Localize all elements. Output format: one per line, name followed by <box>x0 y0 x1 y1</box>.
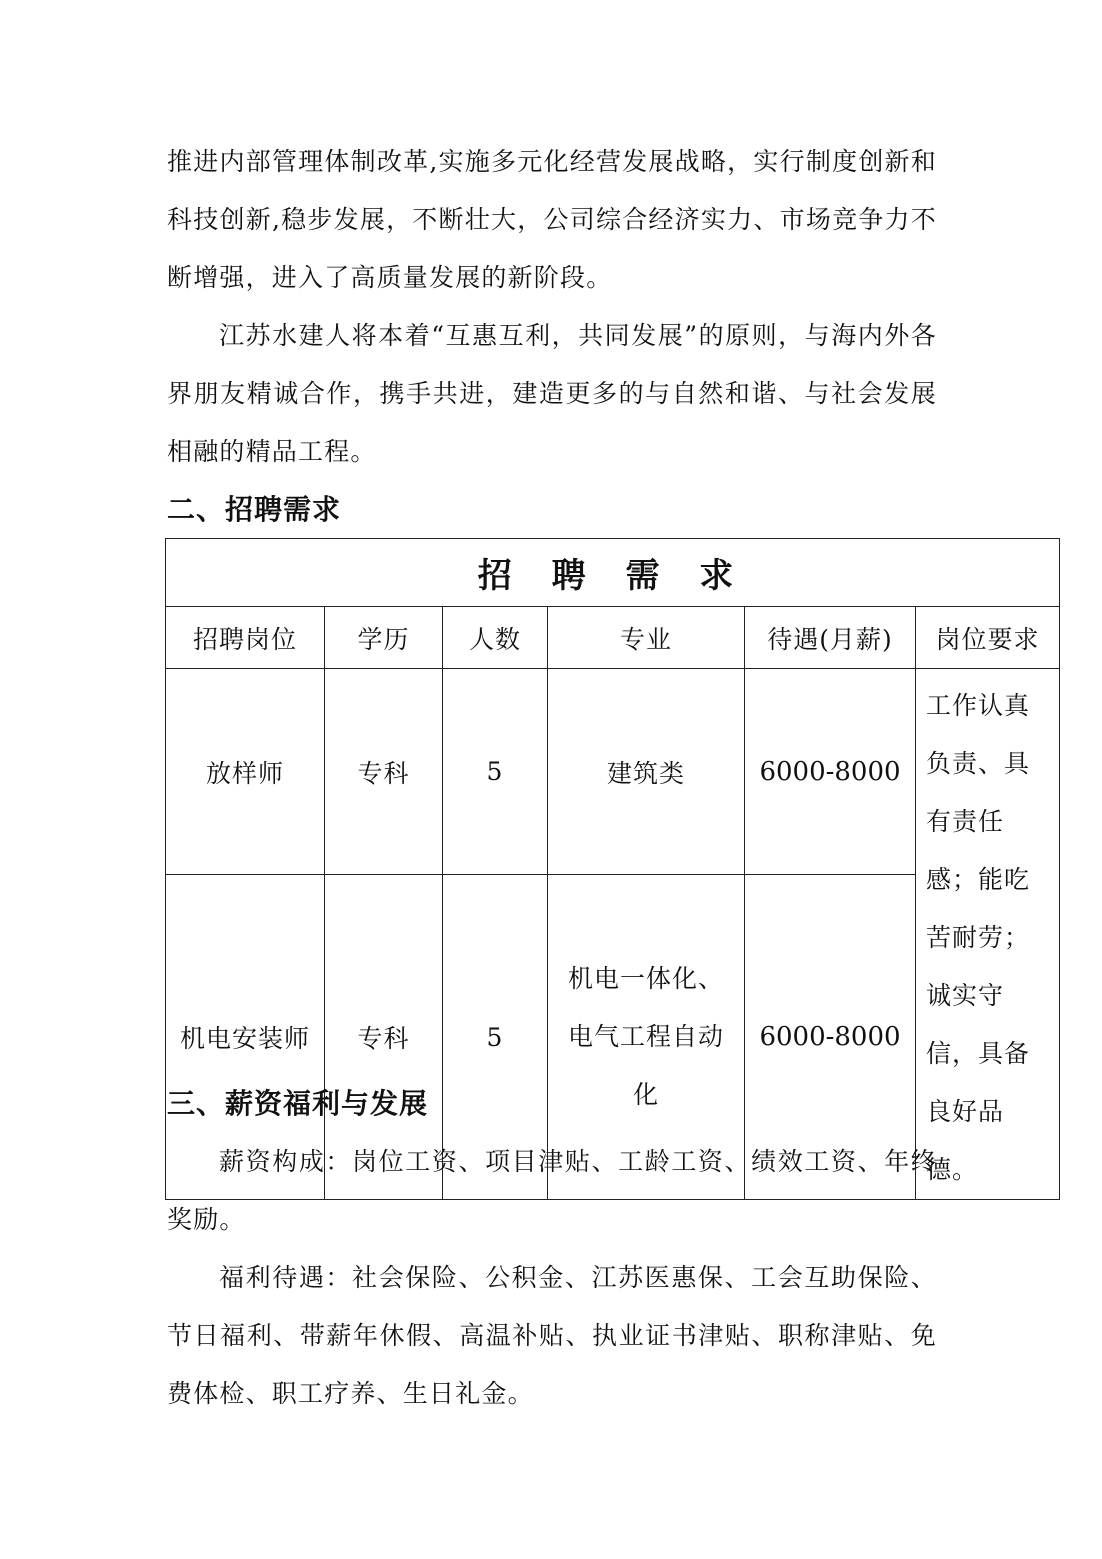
header-education: 学历 <box>325 607 443 669</box>
section-heading-recruitment: 二、招聘需求 <box>167 493 342 526</box>
cell-count: 5 <box>443 875 548 1200</box>
header-major: 专业 <box>548 607 745 669</box>
cell-education: 专科 <box>325 875 443 1200</box>
cell-position: 放样师 <box>166 669 325 875</box>
cell-major: 机电一体化、电气工程自动化 <box>548 875 745 1200</box>
intro-paragraph-2: 江苏水建人将本着“互惠互利，共同发展”的原则，与海内外各界朋友精诚合作，携手共进，建造更多的与自然和谐、与社会发展相融的精品工程。 <box>167 321 937 466</box>
intro-paragraph-1: 推进内部管理体制改革,实施多元化经营发展战略，实行制度创新和科技创新,稳步发展，不断壮大，公司综合经济实力、市场竞争力不断增强，进入了高质量发展的新阶段。 <box>167 147 937 292</box>
header-salary: 待遇(月薪) <box>745 607 916 669</box>
cell-education: 专科 <box>325 669 443 875</box>
table-row <box>166 669 1060 875</box>
cell-major: 建筑类 <box>548 669 745 875</box>
section-heading-benefits: 三、薪资福利与发展 <box>167 1087 429 1120</box>
welfare-paragraph: 福利待遇：社会保险、公积金、江苏医惠保、工会互助保险、节日福利、带薪年休假、高温补贴、执业证书津贴、职称津贴、免费体检、职工疗养、生日礼金。 <box>167 1263 937 1408</box>
header-requirements: 岗位要求 <box>916 607 1060 669</box>
cell-requirements: 工作认真负责、具有责任感；能吃苦耐劳；诚实守信，具备良好品德。 <box>916 669 1060 1200</box>
header-count: 人数 <box>443 607 548 669</box>
cell-position: 机电安装师 <box>166 875 325 1200</box>
table-header-row <box>166 607 1060 669</box>
cell-salary: 6000-8000 <box>745 669 916 875</box>
salary-composition-paragraph: 薪资构成：岗位工资、项目津贴、工龄工资、绩效工资、年终奖励。 <box>167 1147 937 1234</box>
table-title: 招 聘 需 求 <box>166 539 1060 607</box>
header-position: 招聘岗位 <box>166 607 325 669</box>
cell-count: 5 <box>443 669 548 875</box>
cell-salary: 6000-8000 <box>745 875 916 1200</box>
